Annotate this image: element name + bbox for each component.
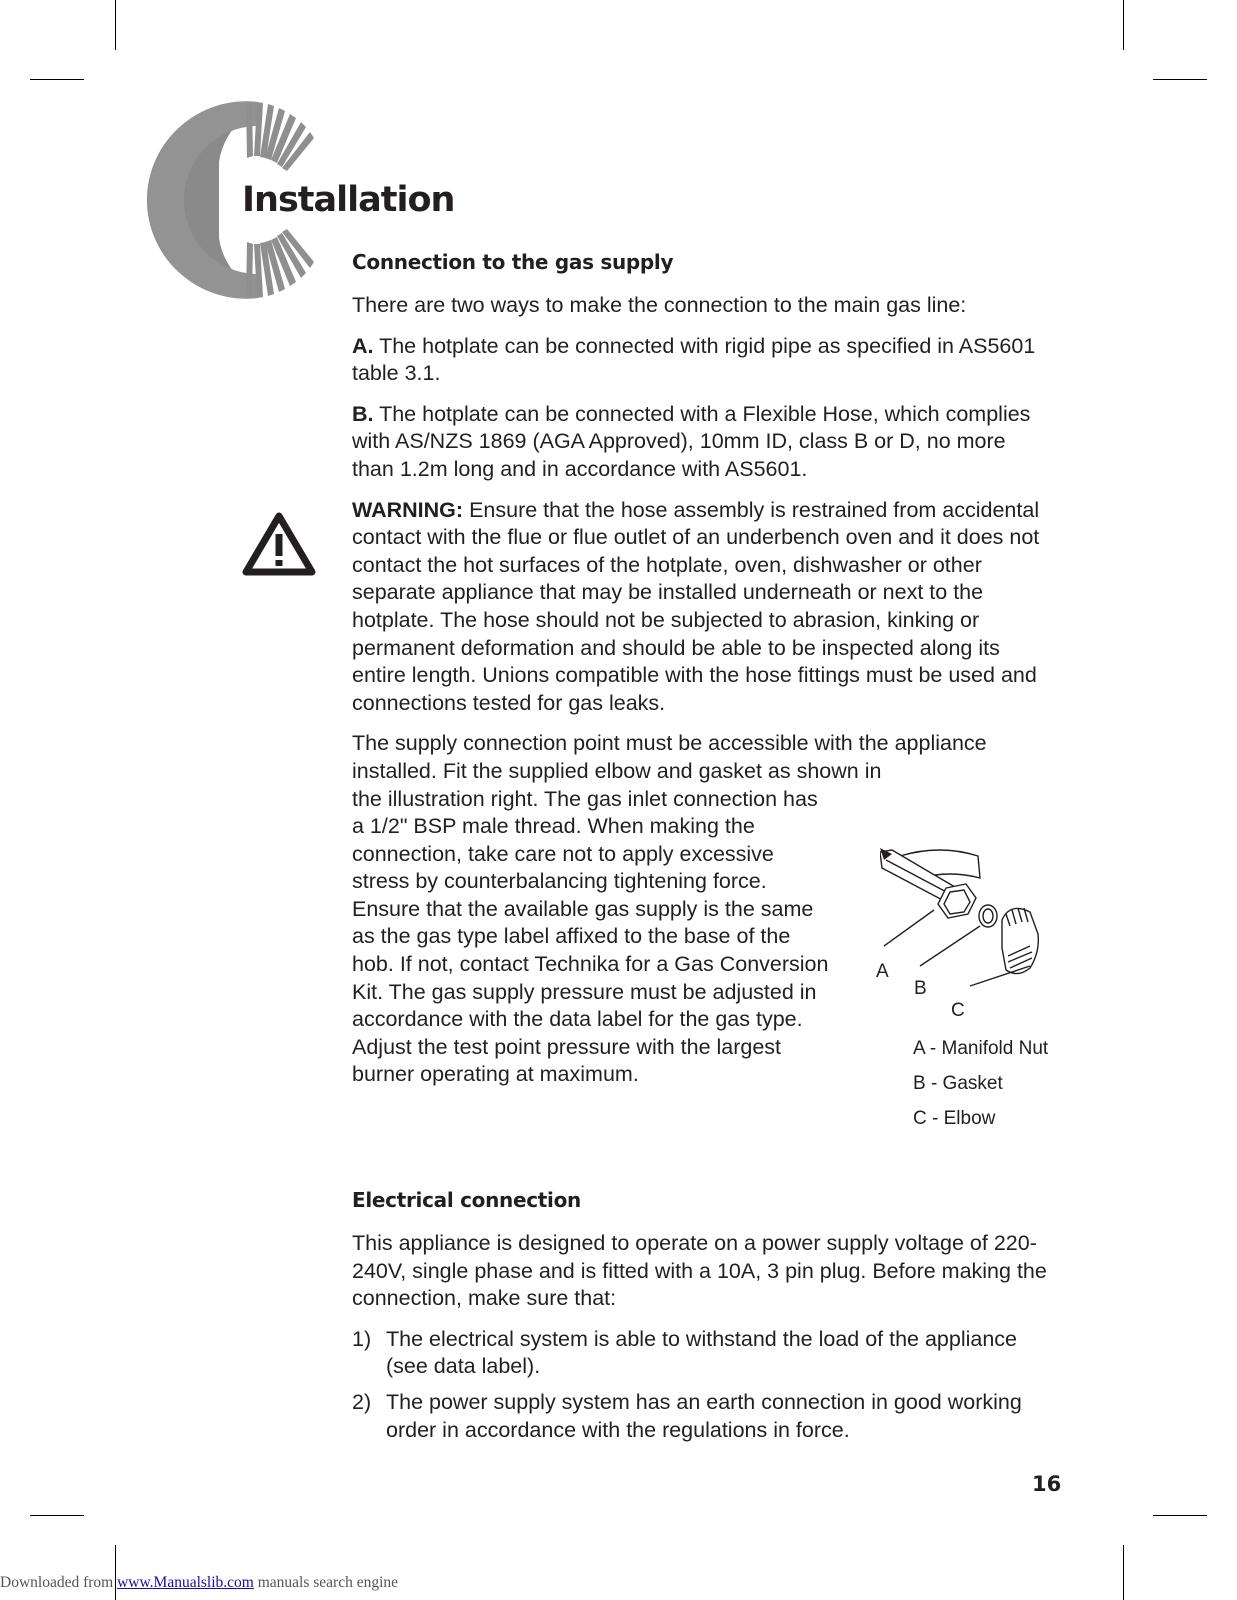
- figure-label-c: C: [951, 1000, 965, 1021]
- crop-mark: [1153, 79, 1207, 80]
- list-item-text: The power supply system has an earth connection in good working order in accordance with the regulations in force.: [386, 1389, 1022, 1442]
- legend-gasket: B - Gasket: [913, 1073, 1003, 1094]
- option-a-text: The hotplate can be connected with rigid pipe as specified in AS5601 table 3.1.: [352, 333, 1036, 386]
- crop-mark: [1123, 0, 1124, 50]
- footer-suffix: manuals search engine: [253, 1574, 399, 1591]
- option-b: [352, 401, 1052, 484]
- crop-mark: [30, 1515, 84, 1516]
- warning-text: Ensure that the hose assembly is restrained from accidental contact with the flue or flue outlet of an underbench oven and it does not contact the hot surfaces of the hotplate, oven, dishwasher or other separate appliance that may be installed underneath or next to the hotplate. The hose should not be subjected to abrasion, kinking or permanent deformation and should be able to be inspected along its entire length. Unions compatible with the hose fittings must be used and connections tested for gas leaks.: [352, 497, 1040, 715]
- footer-prefix: Downloaded from: [0, 1574, 118, 1591]
- figure-label-b: B: [914, 978, 927, 999]
- option-b-label: B.: [352, 401, 374, 426]
- list-item-number: 2): [352, 1389, 372, 1414]
- supply-text-2: the illustration right. The gas inlet connection has a 1/2" BSP male thread. When making the connection, take care not to apply excessive stress by counterbalancing tightening force. Ensure that the available gas supply is the same as the gas type label affixed to the base of the hob. If not, contact Technika for a Gas Conversion Kit. The gas supply pressure must be adjusted in accordance with the data label for the gas type. Adjust the test point pressure with the largest burner operating at maximum.: [352, 786, 829, 1087]
- legend-manifold-nut: A - Manifold Nut: [913, 1038, 1049, 1059]
- crop-mark: [115, 0, 116, 50]
- list-item-number: 1): [352, 1326, 372, 1351]
- option-b-text: The hotplate can be connected with a Flexible Hose, which complies with AS/NZS 1869 (AGA Approved), 10mm ID, class B or D, no more than 1.2m long and in accordance with AS5601.: [352, 401, 1031, 481]
- warning-label: WARNING:: [352, 497, 464, 522]
- crop-mark: [1123, 1545, 1124, 1600]
- crop-mark: [30, 79, 84, 80]
- list-item-text: The electrical system is able to withstand the load of the appliance (see data label).: [386, 1326, 1018, 1379]
- electrical-connection-section: [352, 1188, 1052, 1452]
- download-footer: [0, 1574, 398, 1592]
- electrical-checklist: [352, 1326, 1052, 1444]
- list-item: [352, 1389, 1052, 1444]
- gas-intro: There are two ways to make the connection to the main gas line:: [352, 293, 967, 317]
- electrical-intro: This appliance is designed to operate on a power supply voltage of 220-240V, single phase and is fitted with a 10A, 3 pin plug. Before making the connection, make sure that:: [352, 1231, 1047, 1311]
- elbow-gasket-illustration: [880, 848, 1055, 1018]
- warning-paragraph: [352, 497, 1052, 718]
- legend-elbow: C - Elbow: [913, 1108, 996, 1129]
- page-number: 16: [1032, 1472, 1062, 1496]
- crop-mark: [1153, 1515, 1207, 1516]
- manualslib-link[interactable]: www.Manualslib.com: [117, 1574, 254, 1591]
- warning-triangle-icon: [242, 512, 316, 576]
- gas-heading: Connection to the gas supply: [352, 250, 674, 274]
- figure-label-a: A: [876, 961, 889, 982]
- option-a: [352, 333, 1052, 388]
- option-a-label: A.: [352, 333, 374, 358]
- list-item: [352, 1326, 1052, 1381]
- electrical-heading: Electrical connection: [352, 1188, 581, 1212]
- page-title: Installation: [242, 180, 455, 220]
- supply-text-1: The supply connection point must be accessible with the appliance installed. Fit the supplied elbow and gasket as shown in: [352, 731, 987, 783]
